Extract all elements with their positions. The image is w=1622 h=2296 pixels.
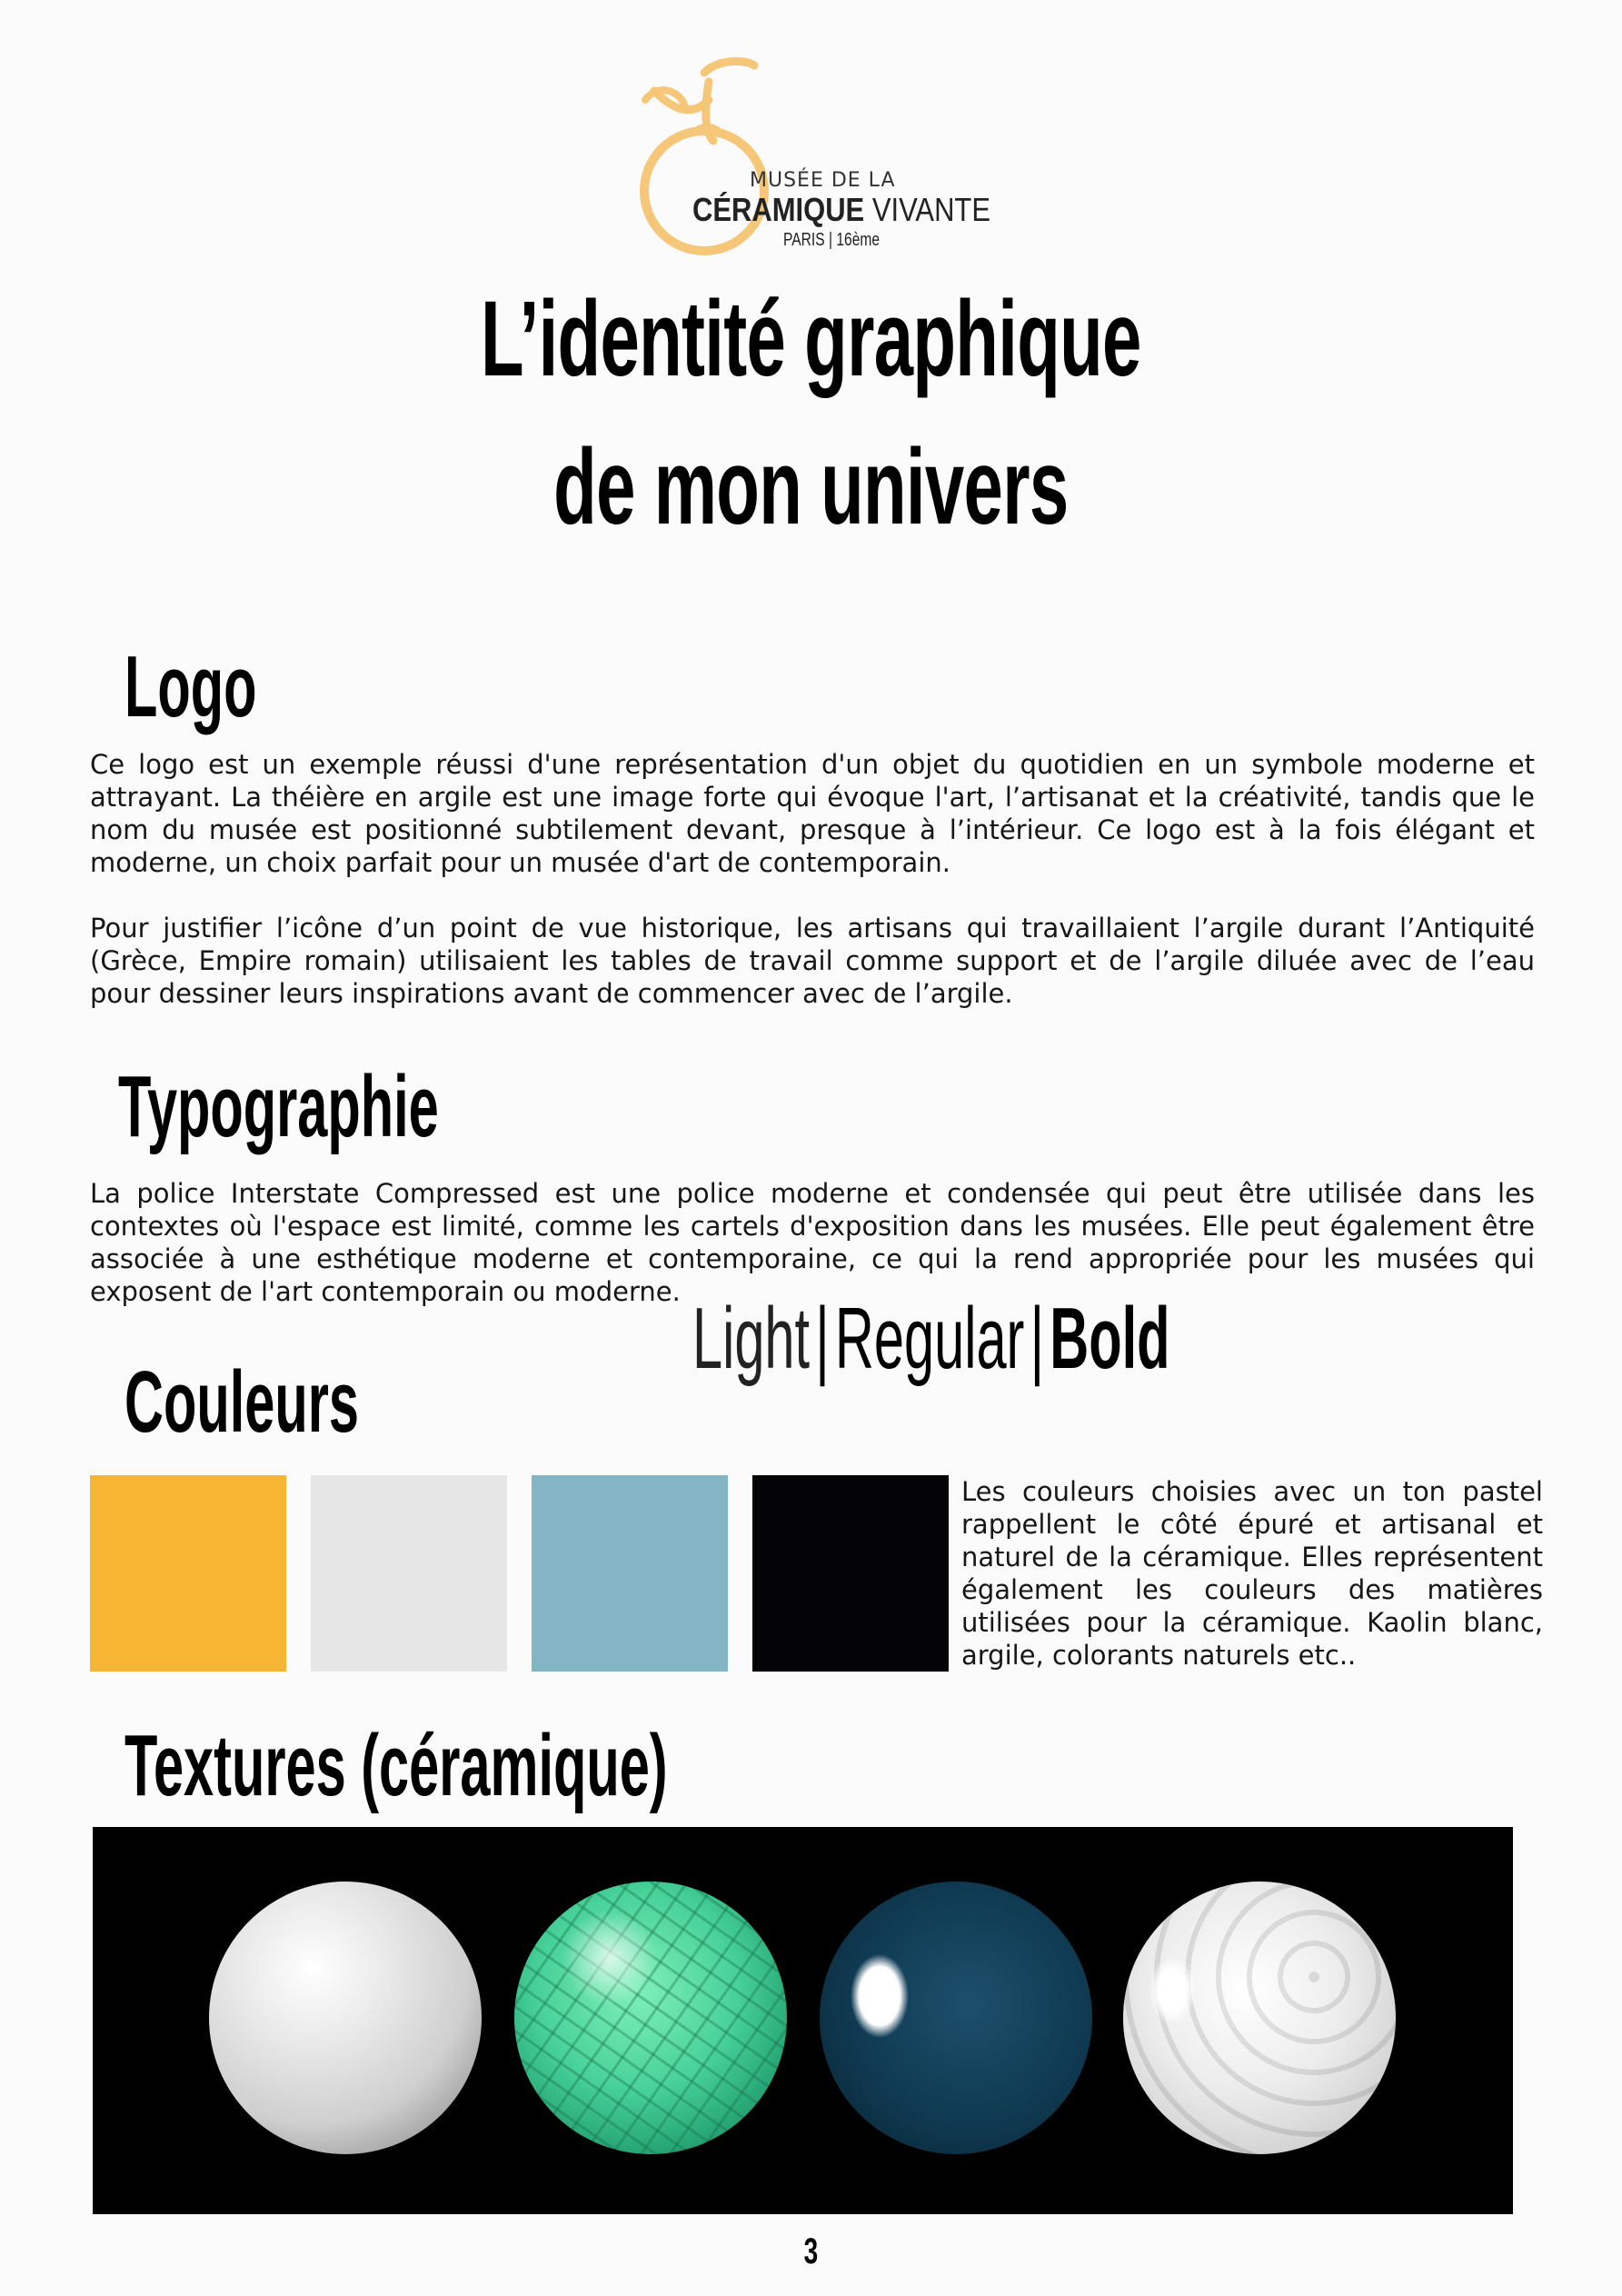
logo-paragraph-2: Pour justifier l’icône d’un point de vue historique, les artisans qui travaillaient l’argile durant l’Antiquité (Grèce, Empire romain) utilisaient les tables de travail comme support et de l’argile diluée avec de l’eau pour dessiner leurs inspirations avant de commencer avec de l’argile. (90, 913, 1535, 1009)
logo-line-ceramique (692, 191, 990, 229)
heading-textures: Textures (céramique) (124, 1717, 668, 1814)
museum-logo (618, 55, 1018, 264)
ceramic-textures-image (93, 1827, 1513, 2214)
texture-sphere-matte-white (209, 1882, 482, 2154)
logo-paragraph-1: Ce logo est un exemple réussi d'une représentation d'un objet du quotidien en un symbole moderne et attrayant. La théière en argile est une image forte qui évoque l'art, l’artisanat et la créativité, tandis que le nom du musée est positionné subtilement devant, presque à l’intérieur. Ce logo est à la fois élégant et moderne, un choix parfait pour un musée d'art de contemporain. (90, 749, 1535, 878)
teapot-logo-icon (618, 55, 800, 264)
page-number: 3 (803, 2231, 819, 2271)
page-title-line-1: L’identité graphique (480, 279, 1141, 399)
heading-couleurs: Couleurs (124, 1353, 359, 1451)
color-swatch-light-grey (311, 1475, 507, 1672)
heading-typographie: Typographie (118, 1058, 439, 1155)
page-title-line-2: de mon univers (553, 427, 1069, 547)
couleurs-paragraph: Les couleurs choisies avec un ton pastel rappellent le côté épuré et artisanal et naturel de la céramique. Elles représentent également les couleurs des matières utilisées pour la céramique. Kaolin blanc, argile, colorants naturels etc.. (961, 1476, 1543, 1671)
texture-sphere-green-crackle (514, 1882, 787, 2154)
color-swatch-orange (90, 1475, 286, 1672)
logo-line-musee: MUSÉE DE LA (750, 169, 896, 192)
texture-sphere-glossy-blue (820, 1882, 1092, 2154)
color-swatch-black (752, 1475, 949, 1672)
weight-bold: Bold (1050, 1290, 1170, 1387)
weight-separator: | (815, 1290, 830, 1387)
logo-line-paris: PARIS | 16ème (783, 230, 881, 250)
heading-logo: Logo (124, 638, 257, 735)
weight-separator: | (1030, 1290, 1045, 1387)
texture-sphere-carved-white (1123, 1882, 1396, 2154)
font-weights-sample (692, 1290, 1170, 1387)
weight-light: Light (692, 1290, 811, 1387)
logo-ceramique-bold: CÉRAMIQUE (692, 191, 865, 228)
weight-regular: Regular (834, 1290, 1025, 1387)
color-swatch-blue (532, 1475, 728, 1672)
typographie-paragraph: La police Interstate Compressed est une police moderne et condensée qui peut être utilisée dans les contextes où l'espace est limité, comme les cartels d'exposition dans les musées. Elle peut également être associée à une esthétique moderne et contemporaine, ce qui la rend appropriée pour les musées qui exposent de l'art contemporain ou moderne. (90, 1178, 1535, 1307)
logo-vivante: VIVANTE (864, 191, 990, 228)
